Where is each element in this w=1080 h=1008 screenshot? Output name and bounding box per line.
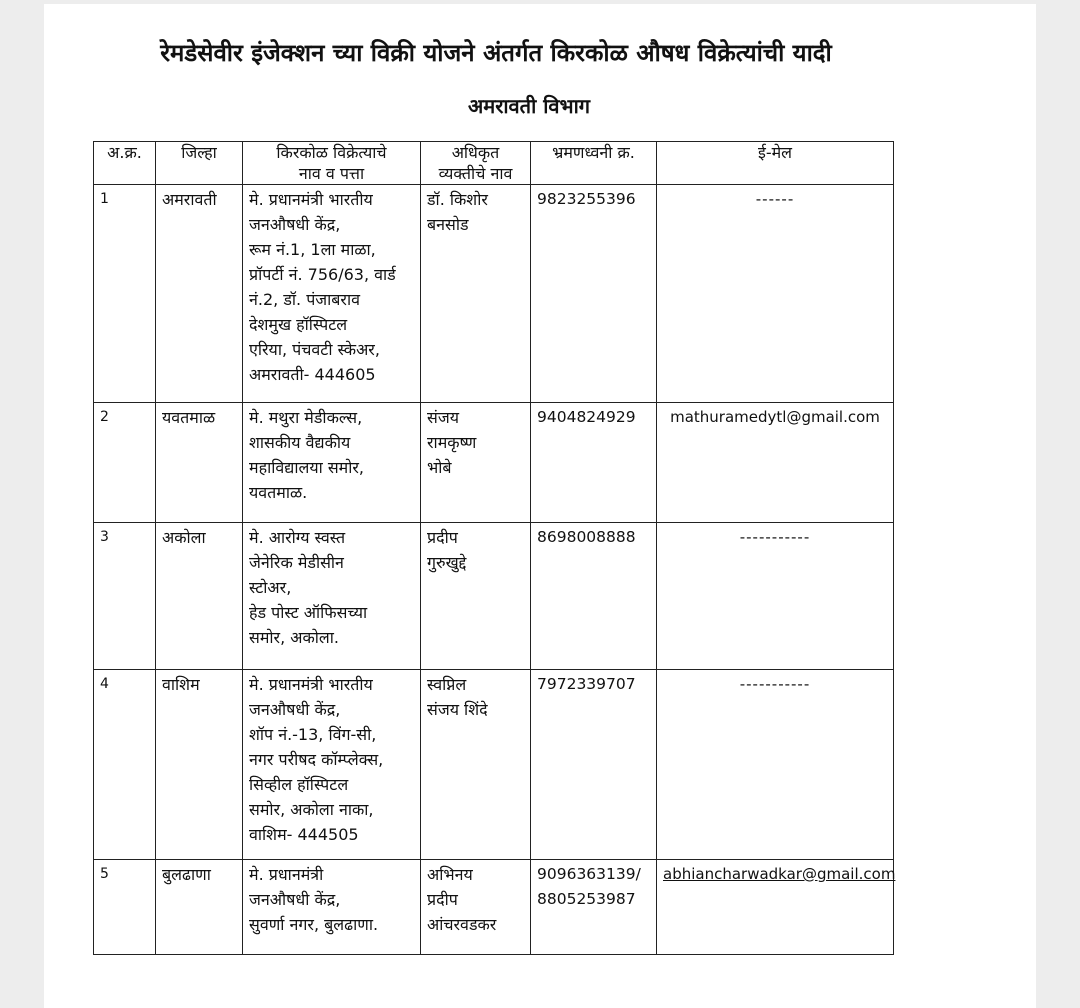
mobile-number: 9404824929 xyxy=(537,408,636,426)
person-name-line: प्रदीप xyxy=(427,890,458,909)
shop-address-line: महाविद्यालया समोर, xyxy=(249,458,364,477)
cell-email xyxy=(657,185,894,403)
cell-serial-no: 1 xyxy=(94,185,156,403)
cell-email xyxy=(657,670,894,860)
retailer-table xyxy=(93,141,894,955)
shop-address-line: मे. प्रधानमंत्री xyxy=(249,865,324,884)
mobile-number: 7972339707 xyxy=(537,675,636,693)
cell-shop-address xyxy=(243,670,421,860)
shop-address-line: मे. मथुरा मेडीकल्स, xyxy=(249,408,363,427)
cell-mobile xyxy=(531,670,657,860)
shop-address-line: शॉप नं.-13, विंग-सी, xyxy=(249,725,377,744)
header-shop xyxy=(243,142,421,185)
person-name-line: डॉ. किशोर xyxy=(427,190,488,209)
header-shop-line1: किरकोळ विक्रेत्याचे xyxy=(276,143,387,162)
shop-address-line: देशमुख हॉस्पिटल xyxy=(249,315,348,334)
shop-address-line: समोर, अकोला नाका, xyxy=(249,800,374,819)
table-row xyxy=(94,670,894,860)
shop-address-line: मे. आरोग्य स्वस्त xyxy=(249,528,346,547)
shop-address-line: प्रॉपर्टी नं. 756/63, वार्ड xyxy=(249,265,396,284)
shop-address-line: समोर, अकोला. xyxy=(249,628,339,647)
header-shop-line2: नाव व पत्ता xyxy=(298,164,365,183)
cell-district: यवतमाळ xyxy=(156,403,243,523)
mobile-number: 8805253987 xyxy=(537,890,636,908)
cell-authorized-person xyxy=(421,403,531,523)
email-address[interactable]: abhiancharwadkar@gmail.com xyxy=(663,865,896,883)
shop-address-line: नगर परीषद कॉम्प्लेक्स, xyxy=(249,750,384,769)
shop-address-line: जनऔषधी केंद्र, xyxy=(249,890,341,909)
person-name-line: आंचरवडकर xyxy=(427,915,497,934)
document-subtitle: अमरावती विभाग xyxy=(467,94,591,118)
cell-serial-no: 4 xyxy=(94,670,156,860)
shop-address-line: नं.2, डॉ. पंजाबराव xyxy=(249,290,361,309)
document-title: रेमडेसेवीर इंजेक्शन च्या विक्री योजने अंतर्गत किरकोळ औषध विक्रेत्यांची यादी xyxy=(160,39,832,67)
shop-address-line: यवतमाळ. xyxy=(249,483,308,502)
cell-mobile xyxy=(531,403,657,523)
header-email: ई-मेल xyxy=(657,142,894,185)
cell-district: अमरावती xyxy=(156,185,243,403)
person-name-line: भोबे xyxy=(427,458,452,477)
mobile-number: 8698008888 xyxy=(537,528,636,546)
shop-address-line: मे. प्रधानमंत्री भारतीय xyxy=(249,190,373,209)
person-name-line: रामकृष्ण xyxy=(427,433,477,452)
cell-district: अकोला xyxy=(156,523,243,670)
person-name-line: बनसोड xyxy=(427,215,469,234)
cell-email xyxy=(657,523,894,670)
person-name-line: स्वप्निल xyxy=(427,675,467,694)
header-serial-no: अ.क्र. xyxy=(94,142,156,185)
shop-address-line: रूम नं.1, 1ला माळा, xyxy=(249,240,376,259)
cell-authorized-person xyxy=(421,670,531,860)
email-placeholder: ----------- xyxy=(739,675,811,693)
header-person-line1: अधिकृत xyxy=(451,143,500,162)
email-placeholder: ----------- xyxy=(739,528,811,546)
mobile-number: 9823255396 xyxy=(537,190,636,208)
person-name-line: संजय शिंदे xyxy=(427,700,488,719)
email-placeholder: ------ xyxy=(755,190,795,208)
shop-address-line: वाशिम- 444505 xyxy=(249,825,359,844)
shop-address-line: जेनेरिक मेडीसीन xyxy=(249,553,344,572)
person-name-line: प्रदीप xyxy=(427,528,458,547)
cell-serial-no: 3 xyxy=(94,523,156,670)
cell-serial-no: 2 xyxy=(94,403,156,523)
table-header-row xyxy=(94,142,894,185)
cell-district: वाशिम xyxy=(156,670,243,860)
header-person xyxy=(421,142,531,185)
shop-address-line: शासकीय वैद्यकीय xyxy=(249,433,351,452)
table-row xyxy=(94,185,894,403)
cell-mobile xyxy=(531,185,657,403)
person-name-line: अभिनय xyxy=(427,865,473,884)
header-person-line2: व्यक्तीचे नाव xyxy=(438,164,513,183)
shop-address-line: स्टोअर, xyxy=(249,578,292,597)
shop-address-line: सिव्हील हॉस्पिटल xyxy=(249,775,349,794)
header-phone: भ्रमणध्वनी क्र. xyxy=(531,142,657,185)
cell-shop-address xyxy=(243,860,421,955)
table-row xyxy=(94,860,894,955)
table-row xyxy=(94,523,894,670)
mobile-number: 9096363139/ xyxy=(537,865,641,883)
shop-address-line: जनऔषधी केंद्र, xyxy=(249,700,341,719)
shop-address-line: एरिया, पंचवटी स्केअर, xyxy=(249,340,380,359)
shop-address-line: जनऔषधी केंद्र, xyxy=(249,215,341,234)
header-district: जिल्हा xyxy=(156,142,243,185)
email-address[interactable]: mathuramedytl@gmail.com xyxy=(670,408,880,426)
shop-address-line: सुवर्णा नगर, बुलढाणा. xyxy=(249,915,379,934)
cell-serial-no: 5 xyxy=(94,860,156,955)
cell-shop-address xyxy=(243,403,421,523)
shop-address-line: अमरावती- 444605 xyxy=(249,365,376,384)
cell-email xyxy=(657,860,894,955)
table-row xyxy=(94,403,894,523)
cell-mobile xyxy=(531,860,657,955)
cell-shop-address xyxy=(243,523,421,670)
shop-address-line: हेड पोस्ट ऑफिसच्या xyxy=(249,603,368,622)
cell-mobile xyxy=(531,523,657,670)
cell-shop-address xyxy=(243,185,421,403)
person-name-line: गुरुखुद्दे xyxy=(427,553,467,572)
cell-authorized-person xyxy=(421,523,531,670)
shop-address-line: मे. प्रधानमंत्री भारतीय xyxy=(249,675,373,694)
person-name-line: संजय xyxy=(427,408,459,427)
cell-district: बुलढाणा xyxy=(156,860,243,955)
cell-authorized-person xyxy=(421,185,531,403)
cell-authorized-person xyxy=(421,860,531,955)
cell-email xyxy=(657,403,894,523)
